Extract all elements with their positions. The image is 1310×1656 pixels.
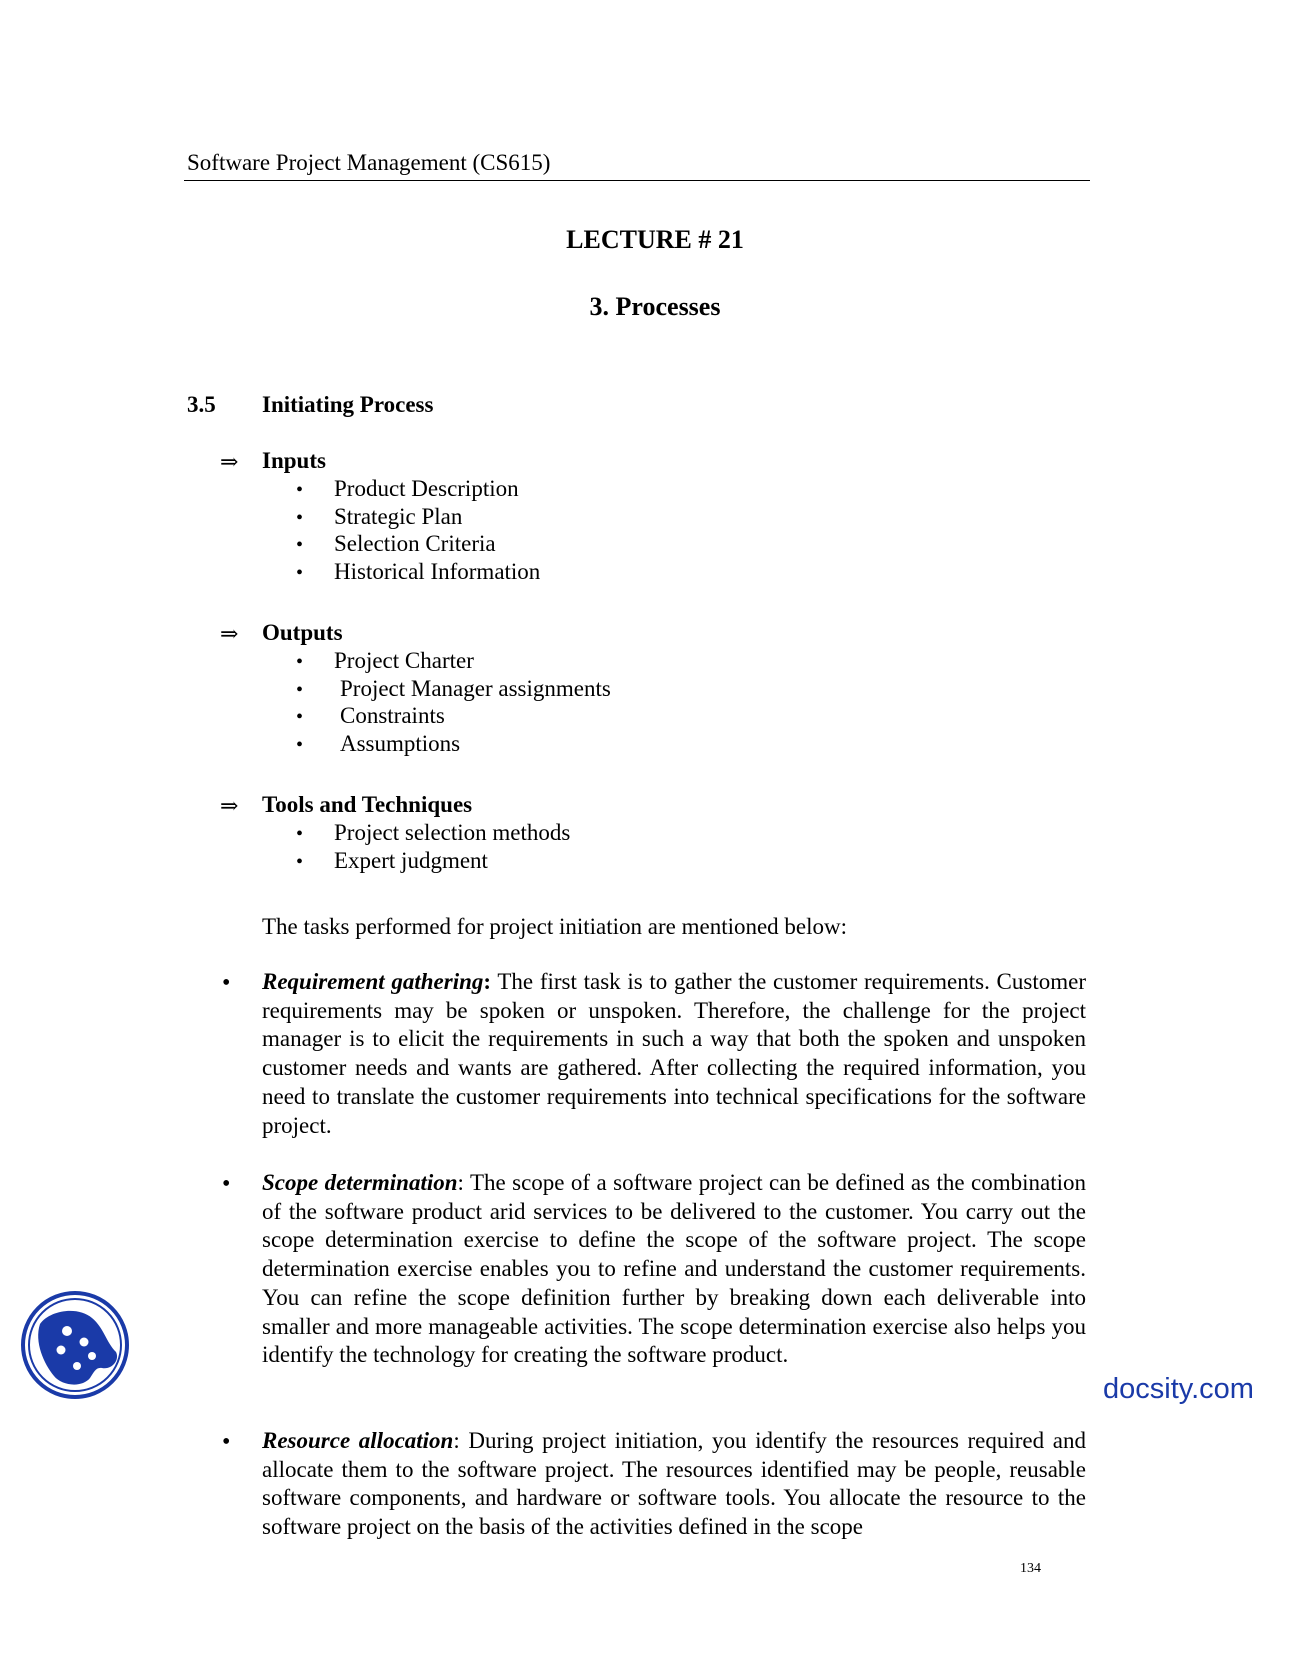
bullet-icon: • <box>296 507 304 529</box>
task-paragraph-requirement-gathering <box>262 968 1086 1140</box>
lecture-title: LECTURE # 21 <box>566 225 744 254</box>
task-term: Scope determination <box>262 1170 458 1195</box>
list-item: Historical Information <box>334 559 541 584</box>
task-separator: : <box>483 969 492 994</box>
task-term: Resource allocation <box>262 1428 454 1453</box>
task-separator: : <box>457 1170 464 1195</box>
bullet-icon: • <box>296 823 304 845</box>
arrow-icon: ⇒ <box>220 449 239 474</box>
group-label-tools: Tools and Techniques <box>262 792 473 817</box>
docsity-brand-link[interactable]: docsity.com <box>1103 1373 1254 1405</box>
task-separator: : <box>453 1428 460 1453</box>
bullet-icon: • <box>296 706 304 728</box>
bullet-icon: • <box>222 1429 231 1455</box>
bullet-icon: • <box>296 534 304 556</box>
list-item: Project selection methods <box>334 820 571 845</box>
bullet-icon: • <box>296 479 304 501</box>
chapter-title: 3. Processes <box>589 292 721 321</box>
list-item: Project Charter <box>334 648 474 673</box>
arrow-icon: ⇒ <box>220 793 239 818</box>
group-label-inputs: Inputs <box>262 448 326 473</box>
section-number: 3.5 <box>187 392 216 417</box>
list-item: Selection Criteria <box>334 531 496 556</box>
section-title: Initiating Process <box>262 392 434 417</box>
group-label-outputs: Outputs <box>262 620 343 645</box>
bullet-icon: • <box>296 562 304 584</box>
task-paragraph-resource-allocation <box>262 1427 1086 1542</box>
bullet-icon: • <box>296 651 304 673</box>
list-item: Expert judgment <box>334 848 488 873</box>
page-number: 134 <box>1020 1561 1041 1576</box>
bullet-icon: • <box>296 679 304 701</box>
running-header: Software Project Management (CS615) <box>187 150 551 175</box>
list-item: Project Manager assignments <box>340 676 611 701</box>
bullet-icon: • <box>296 734 304 756</box>
arrow-icon: ⇒ <box>220 621 239 646</box>
task-text: During project initiation, you identify the resources required and allocate them to the software project. The resources identified may be people, reusable software components, and hardware or software tools. You allocate the resource to the software project on the basis of the activities defined in the scope <box>262 1428 1086 1540</box>
task-paragraph-scope-determination <box>262 1169 1086 1370</box>
list-item: Product Description <box>334 476 519 501</box>
docsity-logo-icon[interactable] <box>20 1290 130 1400</box>
list-item: Constraints <box>340 703 445 728</box>
task-text: The scope of a software project can be defined as the combination of the software product arid services to be delivered to the customer. You carry out the scope determination exercise to define the scope of the software project. The scope determination exercise enables you to refine and understand the customer requirements. You can refine the scope definition further by breaking down each deliverable into smaller and more manageable activities. The scope determination exercise also helps you identify the technology for creating the software product. <box>262 1170 1086 1368</box>
list-item: Strategic Plan <box>334 504 463 529</box>
bullet-icon: • <box>222 1171 231 1197</box>
task-text: The first task is to gather the customer requirements. Customer requirements may be spoken or unspoken. Therefore, the challenge for the project manager is to elicit the requirements in such a way that both the spoken and unspoken customer needs and wants are gathered. After collecting the required information, you need to translate the customer requirements into technical specifications for the software project. <box>262 969 1086 1138</box>
task-term: Requirement gathering <box>262 969 484 994</box>
tasks-intro: The tasks performed for project initiation are mentioned below: <box>262 914 848 939</box>
list-item: Assumptions <box>340 731 461 756</box>
header-rule <box>184 180 1090 181</box>
bullet-icon: • <box>296 851 304 873</box>
bullet-icon: • <box>222 970 231 996</box>
